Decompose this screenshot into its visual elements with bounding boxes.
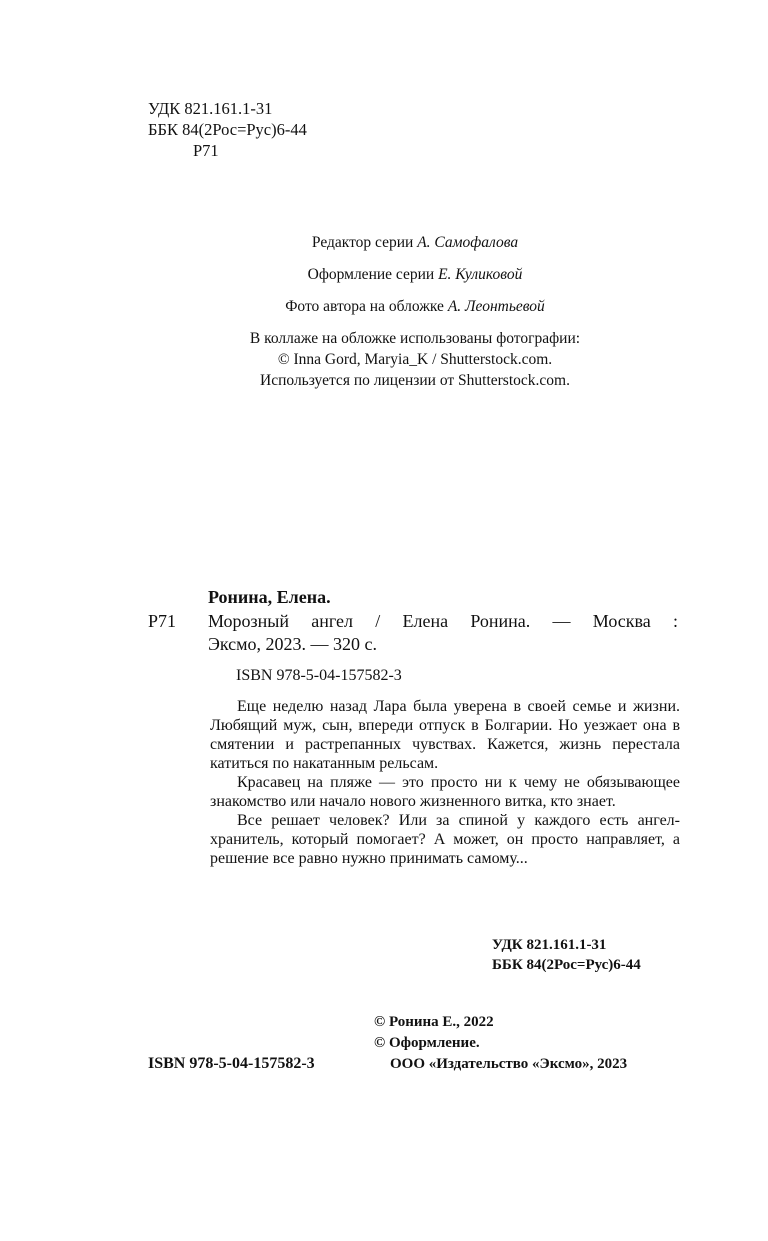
cover-photo-line — [0, 296, 768, 317]
series-editor-name: А. Самофалова — [417, 234, 519, 251]
isbn-entry: ISBN 978-5-04-157582-3 — [236, 667, 402, 684]
annotation-paragraph: Еще неделю назад Лара была уверена в своей семье и жизни. Любящий муж, сын, впереди отпуск в Болгарии. Но уезжает она в смятении и растрепанных чувствах. Кажется, жизнь перестала катиться по накатанным рельсам. — [210, 698, 680, 772]
cover-photo-name: А. Леонтьевой — [447, 298, 545, 315]
collage-line-1: В коллаже на обложке использованы фотографии: — [249, 330, 581, 347]
annotation-paragraph: Красавец на пляже — это просто ни к чему не обязывающее знакомство или начало нового жизненного витка, кто знает. — [210, 774, 680, 810]
collage-line-3: Используется по лицензии от Shutterstock.com. — [260, 372, 570, 389]
collage-line-2: © Inna Gord, Maryia_K / Shutterstock.com. — [277, 351, 553, 368]
series-design-line — [0, 264, 768, 285]
copyright-author: © Ронина Е., 2022 — [374, 1014, 494, 1030]
udk-code-bottom: УДК 821.161.1-31 — [492, 937, 607, 953]
annotation-paragraph: Все решает человек? Или за спиной у каждого есть ангел-хранитель, который помогает? А может, он просто направляет, а решение все равно нужно принимать самому... — [210, 812, 680, 867]
cover-photo-label: Фото автора на обложке — [285, 298, 444, 315]
author-mark: Р71 — [148, 611, 177, 631]
annotation — [210, 697, 680, 868]
series-editor-line — [0, 232, 768, 253]
credits-block — [0, 232, 768, 391]
copyright-design-label: © Оформление. — [374, 1035, 480, 1051]
series-design-name: Е. Куликовой — [438, 266, 523, 283]
bbk-code-top: ББК 84(2Рос=Рус)6-44 — [148, 120, 307, 139]
author-heading: Ронина, Елена. — [208, 587, 331, 607]
isbn-bottom: ISBN 978-5-04-157582-3 — [148, 1055, 315, 1072]
author-mark-top: Р71 — [193, 141, 219, 160]
udk-code-top: УДК 821.161.1-31 — [148, 99, 273, 118]
bbk-code-bottom: ББК 84(2Рос=Рус)6-44 — [492, 957, 641, 973]
series-editor-label: Редактор серии — [311, 234, 414, 251]
book-title-line-1: Морозный ангел / Елена Ронина. — Москва : — [208, 611, 678, 631]
series-design-label: Оформление серии — [307, 266, 435, 283]
copyright-publisher: ООО «Издательство «Эксмо», 2023 — [390, 1056, 628, 1072]
book-title-line-2: Эксмо, 2023. — 320 с. — [208, 634, 378, 654]
